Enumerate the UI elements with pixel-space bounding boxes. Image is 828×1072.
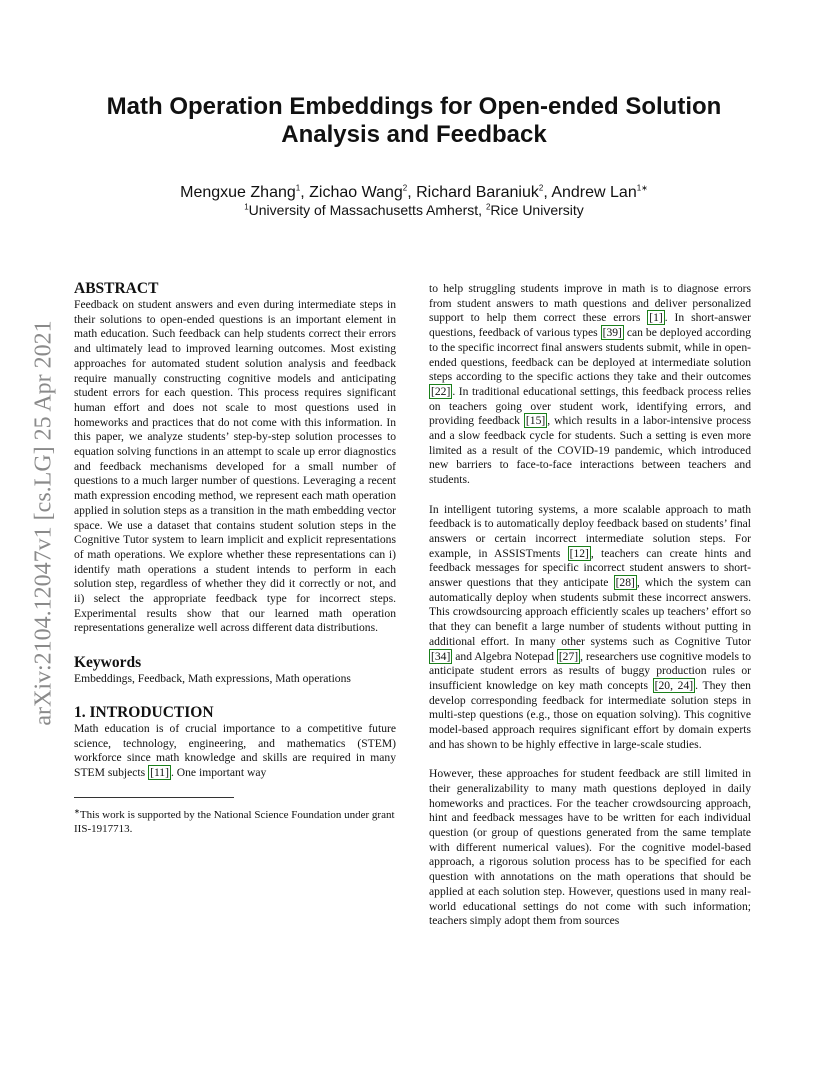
author-4: Andrew Lan: [551, 184, 637, 201]
intro-paragraph-2: [429, 503, 751, 753]
citation-link[interactable]: [11]: [150, 765, 169, 779]
footnote: [74, 797, 396, 836]
affiliations: [74, 202, 754, 218]
keywords-text: Embeddings, Feedback, Math expressions, Math operations: [74, 672, 351, 686]
footnote-body: This work is supported by the National Science Foundation under grant IIS-1917713.: [74, 809, 395, 835]
affil-1-mark: 1: [244, 202, 249, 212]
author-2-affil: 2: [402, 183, 408, 193]
citation-link[interactable]: [34]: [431, 649, 451, 663]
r2-text-c: , which the system can automatically deploy when students submit these incorrect answers. This crowdsourcing approach efficiently scales up teachers’ effort so that they can benefit a large number of students without putting in additional effort. In many other systems such as Cognitive Tutor: [429, 576, 751, 648]
author-4-affil: 1∗: [636, 183, 648, 193]
r2-text-a: In intelligent tutoring systems, a more scalable approach to math feedback is to automatically deploy feedback based on students’ final answers or certain incorrect intermediate solution steps. For example, in ASSISTments: [429, 502, 751, 560]
citation-link[interactable]: [22]: [431, 384, 451, 398]
arxiv-identifier-text: arXiv:2104.12047v1 [cs.LG] 25 Apr 2021: [30, 320, 57, 726]
r2-text-b: , teachers can create hints and feedback messages for specific incorrect student answers to short-answer questions that they anticipate: [429, 546, 751, 590]
intro-paragraph-3: However, these approaches for student feedback are still limited in their generalizability to many math questions deployed in daily homeworks and practices. For the teacher crowdsourcing approach, hint and feedback messages have to be written for each individual question (or group of questions generated from the same template with different numerical values). For the cognitive model-based approach, a rigorous solution process has to be specified for each question with annotations on the math operations that should be applied at each solution step. However, questions used in many real-world educational settings do not come with such information; teachers simply adopt them from sources: [429, 767, 751, 928]
title-line-2: Analysis and Feedback: [281, 121, 547, 148]
intro-p1-text: Math education is of crucial importance to a competitive future science, technology, engineering, and mathematics (STEM) workforce since math knowledge and skills are required in many STEM subjects: [74, 721, 396, 779]
author-1: Mengxue Zhang: [180, 184, 296, 201]
citation-link[interactable]: [28]: [615, 576, 635, 590]
author-1-affil: 1: [295, 183, 301, 193]
citation-link[interactable]: [39]: [602, 326, 622, 340]
footnote-mark: ∗: [74, 807, 80, 816]
citation-link[interactable]: [1]: [649, 311, 663, 325]
affil-1: University of Massachusetts Amherst,: [248, 202, 486, 218]
citation-link[interactable]: [12]: [569, 546, 589, 560]
author-list: Mengxue Zhang$^1$, Zichao Wang$^2$, Richard Baraniuk$^2$, Andrew Lan$^{1∗}$: [180, 183, 648, 201]
intro-paragraph-1-continued: [429, 282, 751, 488]
r1-text-e: , which results in a labor-intensive process and a slow feedback cycle for students. Such a setting is even more limited as a result of the COVID-19 pandemic, which introduced new barriers to face-to-face interactions between teachers and students.: [429, 414, 751, 487]
r2-text-f: . They then develop corresponding feedback for intermediate solution steps in multi-step questions (e.g., those on equation solving). This cognitive model-based approach requires significant effort by domain experts and has shown to be highly effective in large-scale studies.: [429, 678, 751, 751]
intro-paragraph-1: [74, 722, 396, 781]
affil-2-mark: 2: [485, 202, 491, 212]
citation-link[interactable]: [27]: [558, 649, 579, 663]
affil-2: Rice University: [490, 202, 584, 218]
r1-text-c: can be deployed according to the specific incorrect final answers students submit, while in open-ended questions, feedback can be deployed at intermediate solution steps according to the specific actions they take and their outcomes: [429, 326, 751, 384]
footnote-text: [74, 809, 396, 836]
r1-text-d: . In traditional educational settings, this feedback process relies on teachers going over student work, identifying errors, and providing feedback: [429, 384, 751, 428]
r1-text-a: to help struggling students improve in math is to diagnose errors from student answers to math questions and deliver personalized support to help them correct these errors: [429, 282, 751, 325]
r2-text-d: and Algebra Notepad: [452, 649, 557, 663]
abstract-heading: ABSTRACT: [74, 280, 159, 297]
intro-p1-text-end: . One important way: [170, 765, 267, 779]
author-2: Zichao Wang: [309, 184, 403, 201]
title-line-1: Math Operation Embeddings for Open-ended Solution: [106, 93, 722, 120]
paper-title: [74, 93, 754, 149]
r1-text-b: . In short-answer questions, feedback of various types: [429, 311, 751, 340]
abstract-text: Feedback on student answers and even during intermediate steps in their solutions to open-ended questions is an important element in math education. Such feedback can help students correct their errors and ultimately lead to improved learning outcomes. Most existing approaches for automated student solution analysis and feedback require manually constructing cognitive models and anticipating student errors for each question. This process requires significant human effort and does not scale to most questions used in homeworks and practices that do not come with this information. In this paper, we analyze students’ step-by-step solution processes to equation solving functions in an attempt to scale up error diagnostics and feedback mechanisms developed for a small number of questions to a much larger number of questions. Leveraging a recent math expression encoding method, we represent each math operation applied in solution steps as a transition in the math embedding vector space. We use a dataset that contains student solution steps in the Cognitive Tutor system to learn implicit and explicit representations of math operations. We explore whether these representations can i) identify math operations a student intends to perform in each solution step, regardless of whether they did it correctly or not, and ii) select the appropriate feedback type for incorrect steps. Experimental results show that our learned math operation representations generalize well across different data distributions.: [74, 298, 396, 635]
author-3-affil: 2: [538, 183, 544, 193]
keywords-heading: Keywords: [74, 654, 142, 672]
author-3: Richard Baraniuk: [416, 184, 539, 201]
r2-text-e: , researchers use cognitive models to anticipate student errors as results of buggy production rules or insufficient knowledge on key math concepts: [429, 649, 751, 692]
citation-link[interactable]: [15]: [525, 414, 546, 428]
footnote-rule: [74, 797, 234, 798]
right-column: [429, 282, 751, 929]
arxiv-identifier: [24, 288, 64, 758]
left-column: [74, 280, 396, 781]
introduction-heading: 1. INTRODUCTION: [74, 703, 214, 721]
citation-link[interactable]: [20, 24]: [654, 678, 694, 692]
